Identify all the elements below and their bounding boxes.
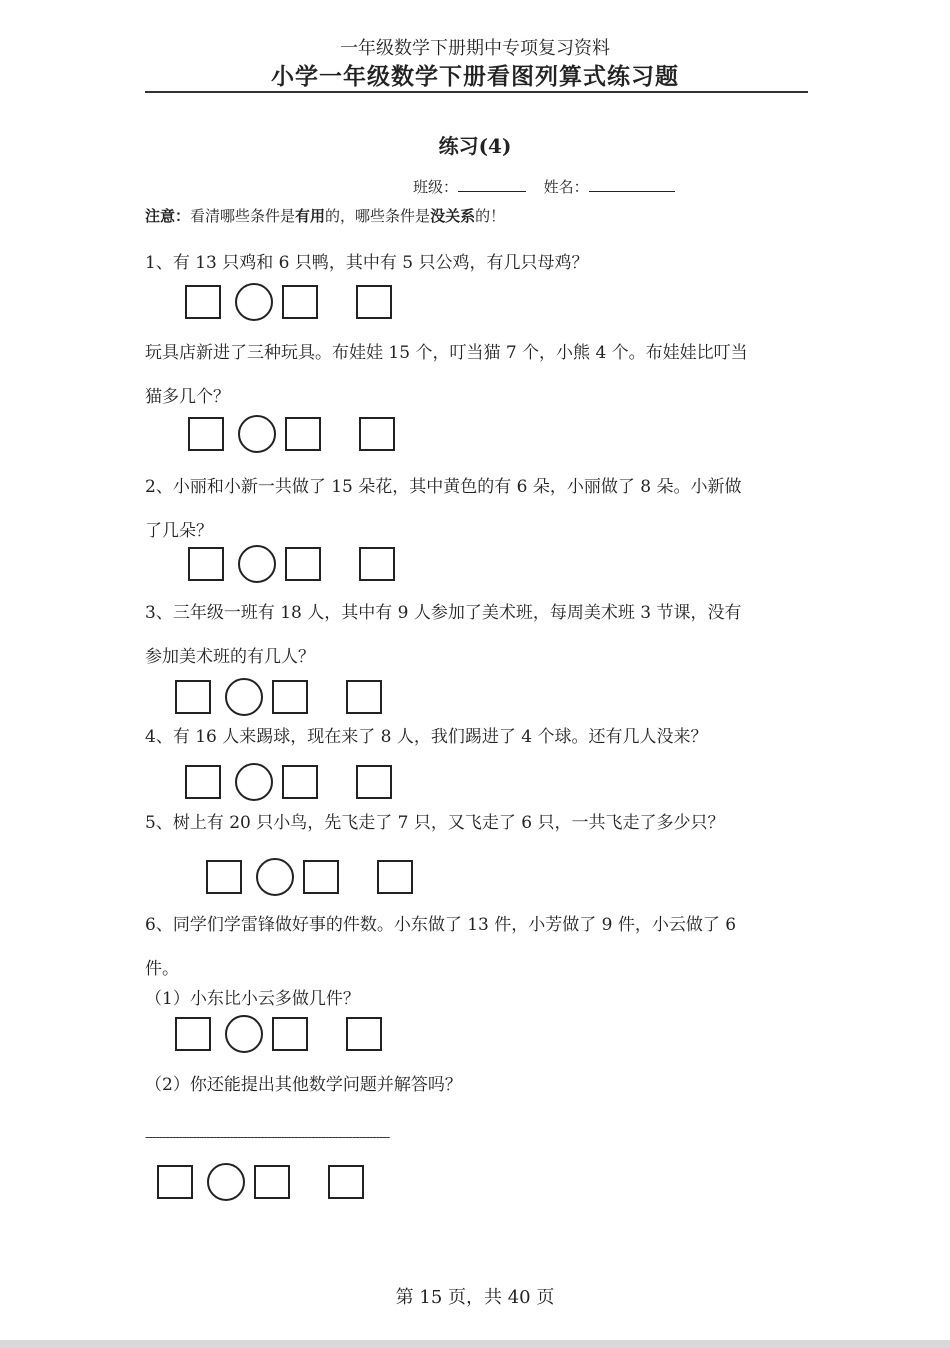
result-box[interactable] [328, 1165, 364, 1199]
answer-box[interactable] [188, 547, 224, 581]
name-label: 姓名： [543, 178, 589, 196]
question-2-line2: 了几朵？ [145, 521, 213, 541]
note [145, 205, 505, 226]
answer-box[interactable] [185, 765, 221, 799]
answer-box[interactable] [303, 860, 339, 894]
result-box[interactable] [346, 680, 382, 714]
header-title: 小学一年级数学下册看图列算式练习题 [271, 63, 679, 90]
question-6-sub2: （2）你还能提出其他数学问题并解答吗？ [145, 1075, 462, 1095]
answer-box[interactable] [188, 417, 224, 451]
question-4: 4、有 16 人来踢球，现在来了 8 人，我们踢进了 4 个球。还有几人没来？ [145, 727, 708, 747]
question-1b-line2: 猫多几个？ [145, 387, 230, 407]
question-1: 1、有 13 只鸡和 6 只鸭，其中有 5 只公鸡，有几只母鸡？ [145, 253, 589, 273]
operator-circle[interactable] [238, 415, 276, 453]
result-box[interactable] [346, 1017, 382, 1051]
result-box[interactable] [356, 765, 392, 799]
answer-box[interactable] [272, 680, 308, 714]
question-6-sub1: （1）小东比小云多做几件？ [145, 989, 360, 1009]
note-bold2: 没关系 [430, 207, 476, 225]
answer-box[interactable] [254, 1165, 290, 1199]
result-box[interactable] [359, 547, 395, 581]
answer-box[interactable] [285, 547, 321, 581]
result-box[interactable] [377, 860, 413, 894]
question-3-line2: 参加美术班的有几人？ [145, 647, 315, 667]
page-footer: 第 15 页，共 40 页 [395, 1287, 555, 1308]
operator-circle[interactable] [235, 763, 273, 801]
answer-dash-line: ------------------------------------------------------------------------ [145, 1130, 390, 1145]
question-2-line1: 2、小丽和小新一共做了 15 朵花，其中黄色的有 6 朵，小丽做了 8 朵。小新做 [145, 477, 742, 497]
note-part2: 的，哪些条件是 [325, 207, 431, 225]
bottom-bar [0, 1340, 950, 1348]
operator-circle[interactable] [225, 678, 263, 716]
operator-circle[interactable] [207, 1163, 245, 1201]
answer-box[interactable] [285, 417, 321, 451]
note-part3: 的！ [475, 207, 506, 225]
answer-box[interactable] [206, 860, 242, 894]
operator-circle[interactable] [235, 283, 273, 321]
operator-circle[interactable] [225, 1015, 263, 1053]
note-part1: 看清哪些条件是 [190, 207, 296, 225]
answer-box[interactable] [282, 765, 318, 799]
operator-circle[interactable] [238, 545, 276, 583]
answer-box[interactable] [175, 680, 211, 714]
answer-box[interactable] [157, 1165, 193, 1199]
exercise-title: 练习(4) [438, 134, 512, 158]
class-name-row [413, 176, 675, 197]
class-blank[interactable] [458, 177, 526, 192]
question-6-line1: 6、同学们学雷锋做好事的件数。小东做了 13 件，小芳做了 9 件，小云做了 6 [145, 915, 737, 935]
name-blank[interactable] [589, 177, 675, 192]
result-box[interactable] [356, 285, 392, 319]
answer-box[interactable] [282, 285, 318, 319]
header-rule [145, 91, 808, 93]
answer-box[interactable] [175, 1017, 211, 1051]
operator-circle[interactable] [256, 858, 294, 896]
question-1b-line1: 玩具店新进了三种玩具。布娃娃 15 个，叮当猫 7 个，小熊 4 个。布娃娃比叮当 [145, 343, 748, 363]
question-3-line1: 3、三年级一班有 18 人，其中有 9 人参加了美术班，每周美术班 3 节课，没有 [145, 603, 742, 623]
question-6-line2: 件。 [145, 959, 179, 979]
answer-box[interactable] [272, 1017, 308, 1051]
answer-box[interactable] [185, 285, 221, 319]
class-label: 班级： [413, 178, 459, 196]
note-prefix: 注意： [145, 207, 191, 225]
result-box[interactable] [359, 417, 395, 451]
note-bold1: 有用 [295, 207, 326, 225]
question-5: 5、树上有 20 只小鸟，先飞走了 7 只，又飞走了 6 只，一共飞走了多少只？ [145, 813, 725, 833]
header-subtitle: 一年级数学下册期中专项复习资料 [340, 38, 610, 59]
